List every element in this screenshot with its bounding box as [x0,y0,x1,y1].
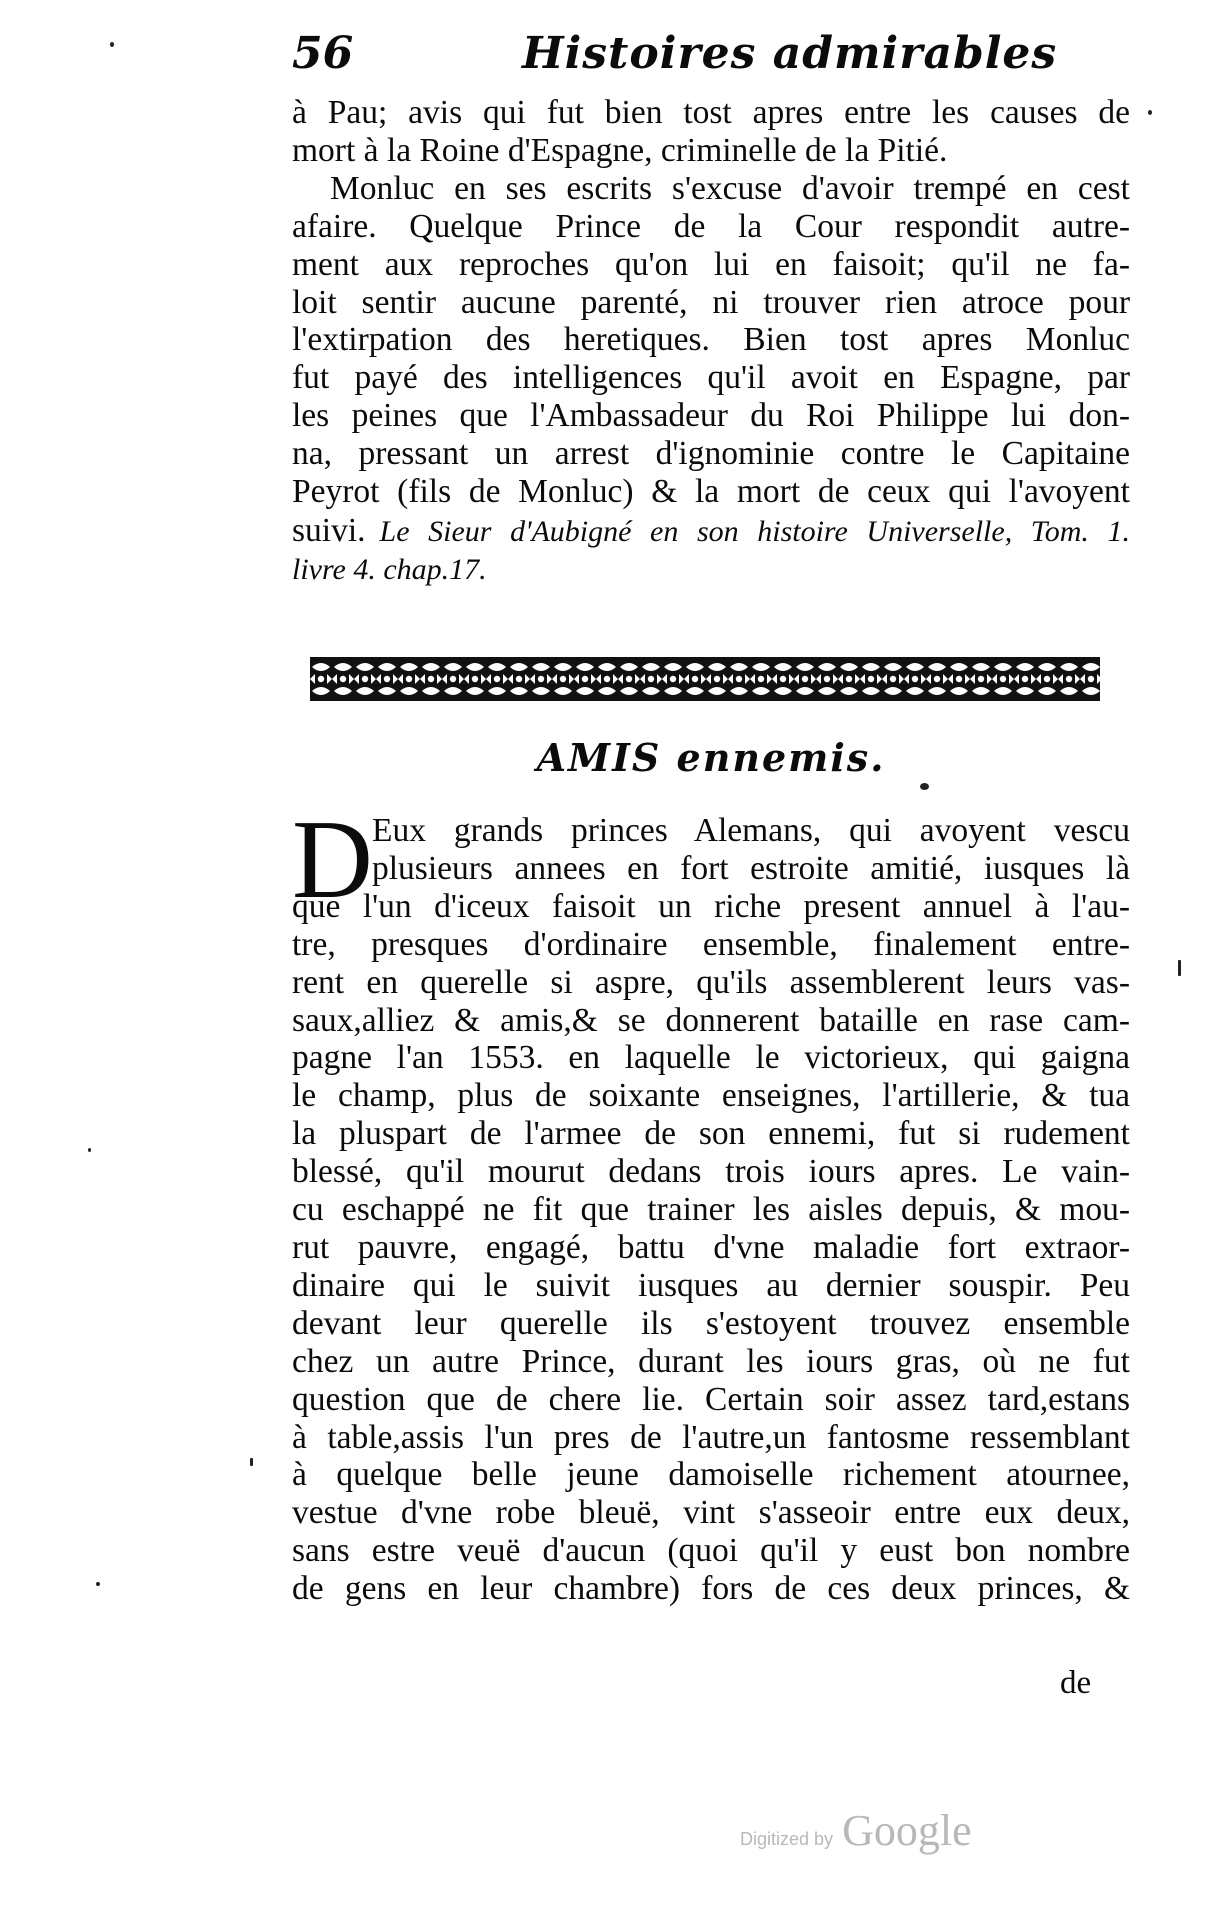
page-number: 56 [292,28,354,79]
text-line: chez un autre Prince, durant les iours gras, où ne fut [292,1342,1130,1380]
paragraph-monluc [292,94,1130,511]
text-line: les peines que l'Ambassadeur du Roi Philippe lui don- [292,397,1130,435]
text-line: na, pressant un arrest d'ignominie contre le Capitaine [292,435,1130,473]
text-line: Monluc en ses escrits s'excuse d'avoir trempé en cest [330,169,1130,207]
text-line: rent en querelle si aspre, qu'ils assemblerent leurs vas- [292,963,1130,1001]
google-logo-text: Google [842,1806,972,1855]
digitized-by-google-watermark [740,1805,972,1856]
text-line: à quelque belle jeune damoiselle richement atournee, [292,1456,1130,1494]
margin-speck [1148,110,1152,115]
text-line: loit sentir aucune parenté, ni trouver rien atroce pour [292,283,1130,321]
citation-source: Le Sieur d'Aubigné en son histoire Universelle, Tom. 1. [379,515,1130,548]
text-line: à Pau; avis qui fut bien tost apres entre les causes de [292,94,1130,131]
citation [292,512,1130,589]
margin-speck [250,1458,253,1466]
text-line: saux,alliez & amis,& se donnerent bataille en rase cam- [292,1001,1130,1039]
text-line: tre, presques d'ordinaire ensemble, finalement entre- [292,925,1130,963]
citation-line-2: livre 4. chap.17. [292,553,487,586]
text-line: afaire. Quelque Prince de la Cour respondit autre- [292,207,1130,245]
catchword: de [1060,1665,1092,1701]
text-line: plusieurs annees en fort estroite amitié, iusques là [372,849,1130,887]
text-line: question que de chere lie. Certain soir assez tard,estans [292,1380,1130,1418]
text-line: vestue d'vne robe bleuë, vint s'asseoir entre eux deux, [292,1494,1130,1532]
text-line: dinaire qui le suivit iusques au dernier souspir. Peu [292,1266,1130,1304]
text-line: le champ, plus de soixante enseignes, l'artillerie, & tua [292,1077,1130,1115]
text-line: Eux grands princes Alemans, qui avoyent vescu [372,812,1130,849]
margin-speck [1178,960,1181,976]
text-line: Peyrot (fils de Monluc) & la mort de ceux qui l'avoyent [292,473,1130,511]
citation-line-1 [292,512,1130,551]
text-line: à table,assis l'un pres de l'autre,un fantosme ressemblant [292,1418,1130,1456]
text-line: la pluspart de l'armee de son ennemi, fut si rudement [292,1115,1130,1153]
text-line: blessé, qu'il mourut dedans trois iours apres. Le vain- [292,1153,1130,1191]
margin-speck [110,42,114,47]
text-line: sans estre veuë d'aucun (quoi qu'il y eust bon nombre [292,1532,1130,1570]
digitized-by-label: Digitized by [740,1829,834,1849]
text-line: fut payé des intelligences qu'il avoit en Espagne, par [292,359,1130,397]
paragraph-amis-ennemis [292,798,1130,1608]
text-line: que l'un d'iceux faisoit un riche present annuel à l'au- [292,887,1130,925]
text-line: de gens en leur chambre) fors de ces deux princes, & [292,1570,1130,1608]
text-line: cu eschappé ne fit que trainer les aisles depuis, & mou- [292,1191,1130,1229]
citation-prefix: suivi. [292,512,366,549]
ink-speck [920,783,929,790]
text-line: l'extirpation des heretiques. Bien tost apres Monluc [292,321,1130,359]
text-line: devant leur querelle ils s'estoyent trouvez ensemble [292,1304,1130,1342]
running-title: Histoires admirables [522,28,1058,79]
margin-speck [96,1582,100,1586]
text-line: rut pauvre, engagé, battu d'vne maladie fort extraor- [292,1228,1130,1266]
margin-speck [88,1148,91,1152]
page-header [292,28,1130,88]
section-heading: AMIS ennemis. [536,735,886,780]
ornamental-divider [310,657,1100,701]
text-line: mort à la Roine d'Espagne, criminelle de la Pitié. [292,131,948,169]
drop-capital: D [292,798,373,922]
text-line: pagne l'an 1553. en laquelle le victorieux, qui gaigna [292,1039,1130,1077]
text-line: ment aux reproches qu'on lui en faisoit; qu'il ne fa- [292,245,1130,283]
